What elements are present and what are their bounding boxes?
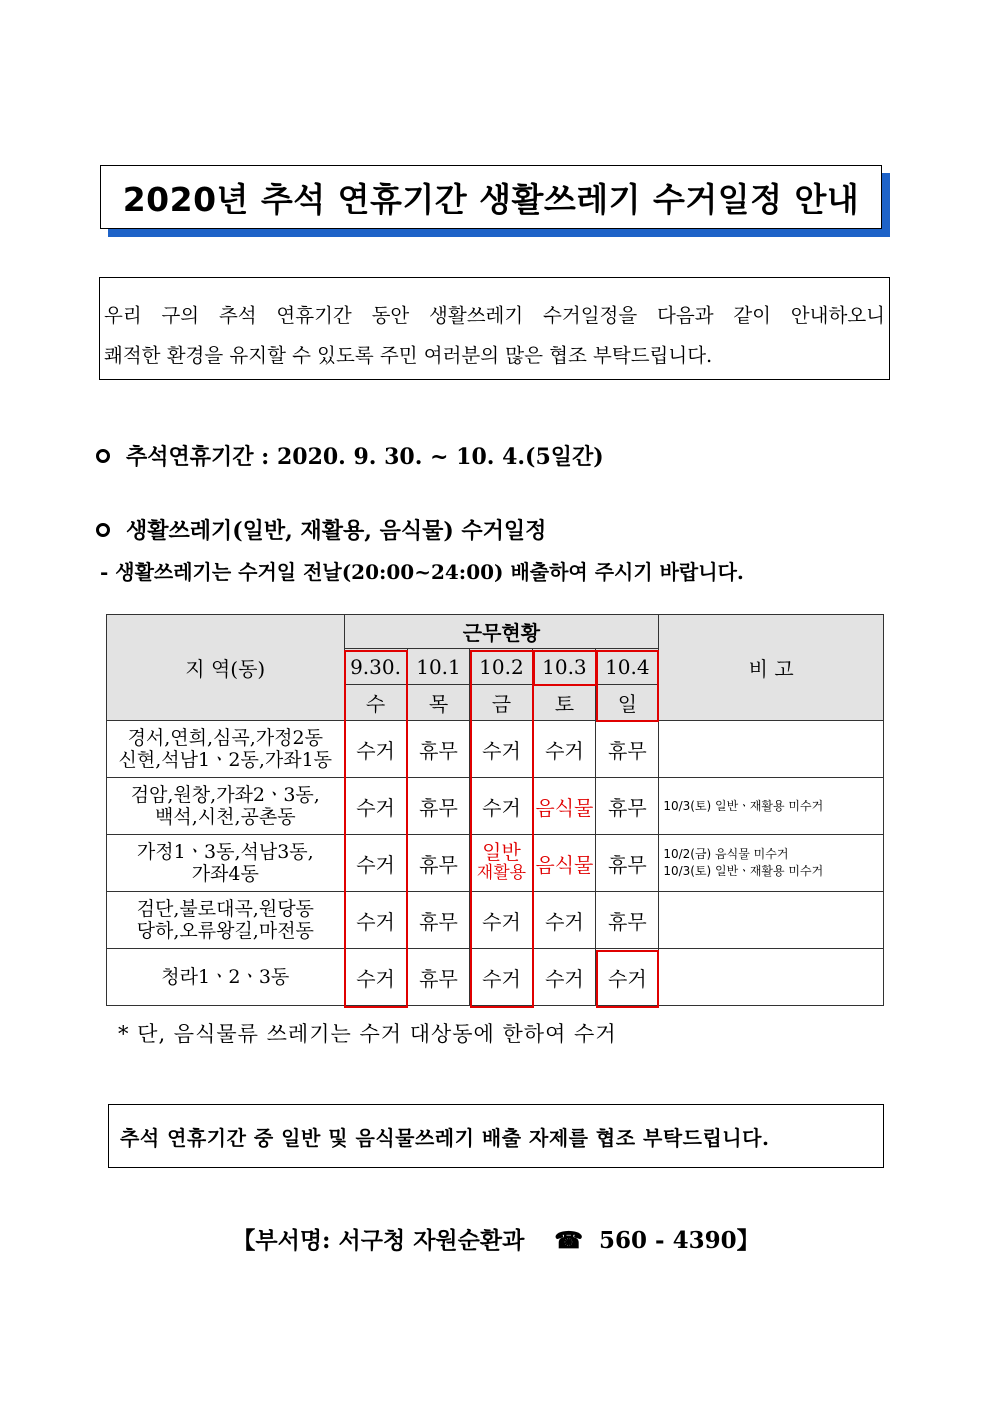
schedule-cell: 휴무 bbox=[407, 835, 470, 892]
area-line: 검암,원창,가좌2ㆍ3동, bbox=[130, 784, 320, 806]
schedule-heading-text: 생활쓰레기(일반, 재활용, 음식물) 수거일정 bbox=[126, 518, 547, 544]
area-cell bbox=[107, 835, 345, 892]
schedule-cell: 수거 bbox=[344, 949, 407, 1006]
area-cell bbox=[107, 949, 345, 1006]
remark-cell bbox=[659, 778, 884, 835]
area-line: 청라1ㆍ2ㆍ3동 bbox=[161, 966, 290, 988]
intro-line-1: 우리 구의 추석 연휴기간 동안 생활쓰레기 수거일정을 다음과 같이 안내하오니 bbox=[104, 304, 885, 327]
date-header: 10.3 bbox=[533, 649, 596, 685]
table-row bbox=[107, 892, 884, 949]
date-header: 10.4 bbox=[596, 649, 659, 685]
schedule-cell: 휴무 bbox=[407, 949, 470, 1006]
day-header: 토 bbox=[533, 685, 596, 721]
table-row bbox=[107, 721, 884, 778]
phone-icon: ☎ bbox=[554, 1227, 583, 1254]
table-row bbox=[107, 778, 884, 835]
footnote: * 단, 음식물류 쓰레기는 수거 대상동에 한하여 수거 bbox=[118, 1022, 617, 1046]
schedule-cell: 수거 bbox=[470, 778, 533, 835]
day-header: 금 bbox=[470, 685, 533, 721]
area-header: 지 역(동) bbox=[107, 615, 345, 721]
schedule-cell: 수거 bbox=[470, 892, 533, 949]
table-row bbox=[107, 949, 884, 1006]
status-header: 근무현황 bbox=[344, 615, 659, 649]
remark-cell bbox=[659, 949, 884, 1006]
notice-box bbox=[108, 1104, 884, 1168]
day-header: 일 bbox=[596, 685, 659, 721]
general-label: 일반 bbox=[482, 840, 521, 864]
remark-cell bbox=[659, 835, 884, 892]
circle-bullet-icon bbox=[96, 449, 110, 463]
area-line: 신현,석남1ㆍ2동,가좌1동 bbox=[118, 749, 333, 771]
recycle-label: 재활용 bbox=[476, 863, 527, 883]
schedule-cell-food-only: 음식물 bbox=[533, 835, 596, 892]
remark-cell bbox=[659, 892, 884, 949]
area-cell bbox=[107, 721, 345, 778]
day-header: 목 bbox=[407, 685, 470, 721]
holiday-period-bullet bbox=[96, 440, 604, 471]
remark-cell bbox=[659, 721, 884, 778]
area-line: 검단,불로대곡,원당동 bbox=[136, 898, 314, 920]
schedule-cell: 수거 bbox=[344, 721, 407, 778]
remark-line: 10/3(토) 일반ㆍ재활용 미수거 bbox=[663, 798, 824, 813]
schedule-heading-bullet bbox=[96, 514, 546, 545]
schedule-cell: 수거 bbox=[533, 949, 596, 1006]
schedule-cell: 휴무 bbox=[407, 721, 470, 778]
area-line: 경서,연희,심곡,가정2동 bbox=[127, 727, 323, 749]
page-title: 2020년 추석 연휴기간 생활쓰레기 수거일정 안내 bbox=[100, 165, 882, 229]
schedule-cell: 휴무 bbox=[596, 892, 659, 949]
remark-header: 비 고 bbox=[659, 615, 884, 721]
schedule-cell: 수거 bbox=[533, 892, 596, 949]
area-cell bbox=[107, 892, 345, 949]
schedule-cell: 휴무 bbox=[407, 778, 470, 835]
intro-line-2: 쾌적한 환경을 유지할 수 있도록 주민 여러분의 많은 협조 부탁드립니다. bbox=[104, 344, 713, 367]
holiday-period-text: 추석연휴기간 : 2020. 9. 30. ~ 10. 4.(5일간) bbox=[126, 444, 604, 470]
area-line: 백석,시천,공촌동 bbox=[154, 806, 296, 828]
schedule-cell: 수거 bbox=[470, 721, 533, 778]
schedule-cell: 수거 bbox=[344, 835, 407, 892]
schedule-cell: 수거 bbox=[596, 949, 659, 1006]
disposal-time-note: - 생활쓰레기는 수거일 전날(20:00~24:00) 배출하여 주시기 바랍니다. bbox=[100, 560, 744, 584]
area-cell bbox=[107, 778, 345, 835]
phone-number: 560 - 4390】 bbox=[599, 1227, 760, 1254]
department-contact bbox=[0, 1222, 992, 1255]
schedule-cell-food-only: 음식물 bbox=[533, 778, 596, 835]
schedule-cell: 휴무 bbox=[596, 835, 659, 892]
date-header: 10.1 bbox=[407, 649, 470, 685]
department-name: 【부서명: 서구청 자원순환과 bbox=[232, 1227, 525, 1254]
schedule-cell: 휴무 bbox=[407, 892, 470, 949]
circle-bullet-icon bbox=[96, 523, 110, 537]
schedule-cell: 휴무 bbox=[596, 778, 659, 835]
area-line: 가좌4동 bbox=[191, 863, 259, 885]
area-line: 가정1ㆍ3동,석남3동, bbox=[136, 841, 314, 863]
date-header: 10.2 bbox=[470, 649, 533, 685]
date-header: 9.30. bbox=[344, 649, 407, 685]
intro-box bbox=[99, 277, 890, 380]
remark-line: 10/3(토) 일반ㆍ재활용 미수거 bbox=[663, 864, 824, 878]
schedule-cell: 수거 bbox=[344, 778, 407, 835]
table-row bbox=[107, 835, 884, 892]
schedule-cell: 수거 bbox=[344, 892, 407, 949]
area-line: 당하,오류왕길,마전동 bbox=[136, 920, 314, 942]
schedule-cell: 수거 bbox=[470, 949, 533, 1006]
schedule-cell: 휴무 bbox=[596, 721, 659, 778]
schedule-cell: 수거 bbox=[533, 721, 596, 778]
schedule-table bbox=[106, 614, 884, 1006]
title-banner bbox=[100, 165, 890, 237]
notice-text: 추석 연휴기간 중 일반 및 음식물쓰레기 배출 자제를 협조 부탁드립니다. bbox=[120, 1125, 770, 1150]
schedule-cell-general-recycle bbox=[470, 835, 533, 892]
day-header: 수 bbox=[344, 685, 407, 721]
remark-line: 10/2(금) 음식물 미수거 bbox=[663, 847, 789, 861]
